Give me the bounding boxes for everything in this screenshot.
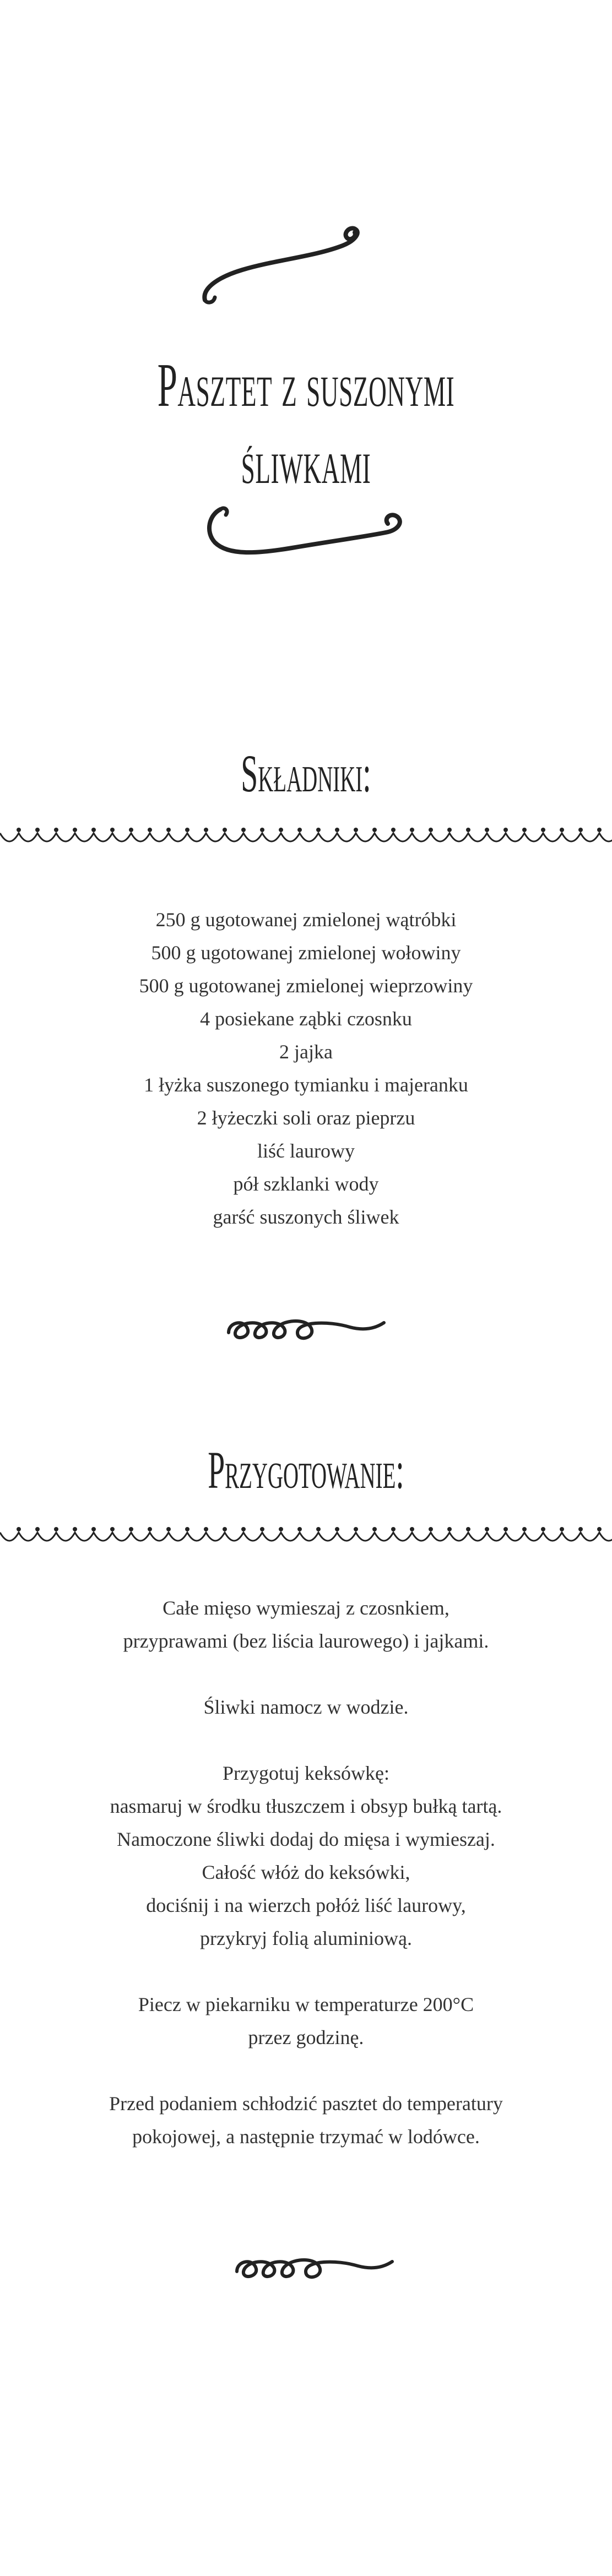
title-line-2: śliwkami xyxy=(241,428,371,497)
text-line: przyprawami (bez liścia laurowego) i jajkami. xyxy=(123,1630,489,1652)
list-item: 2 jajka xyxy=(279,1041,333,1063)
preparation-heading: Przygotowanie: xyxy=(208,1441,404,1499)
paragraph xyxy=(0,1591,612,1657)
paragraph xyxy=(0,1988,612,2054)
text-line: Śliwki namocz w wodzie. xyxy=(203,1696,409,1718)
list-item: pół szklanki wody xyxy=(233,1173,379,1195)
list-item: garść suszonych śliwek xyxy=(213,1206,399,1228)
scroll-flourish-icon xyxy=(198,498,408,559)
list-item: 500 g ugotowanej zmielonej wołowiny xyxy=(151,942,461,964)
loops-flourish-icon xyxy=(231,2249,397,2288)
list-item: 250 g ugotowanej zmielonej wątróbki xyxy=(155,909,457,931)
text-line: dociśnij i na wierzch połóż liść laurowy, xyxy=(146,1894,466,1916)
text-line: Przygotuj keksówkę: xyxy=(223,1762,389,1784)
ingredients-heading: Składniki: xyxy=(241,744,371,803)
text-line: Całość włóż do keksówki, xyxy=(202,1861,410,1883)
title-line-1: Pasztet z suszonymi xyxy=(157,351,455,420)
paragraph xyxy=(0,1757,612,1955)
text-line: nasmaruj w środku tłuszczem i obsyp bułką tartą. xyxy=(110,1795,502,1817)
paragraph xyxy=(0,1691,612,1724)
page-title xyxy=(128,347,483,501)
paragraph xyxy=(0,2087,612,2153)
text-line: przykryj folią aluminiową. xyxy=(200,1927,412,1949)
text-line: Piecz w piekarniku w temperaturze 200°C xyxy=(138,1993,474,2015)
scalloped-divider xyxy=(0,823,612,851)
text-line: przez godzinę. xyxy=(248,2026,364,2048)
text-line: Całe mięso wymieszaj z czosnkiem, xyxy=(163,1597,449,1619)
swirl-flourish-icon xyxy=(198,226,364,308)
list-item: 500 g ugotowanej zmielonej wieprzowiny xyxy=(139,975,473,997)
list-item: liść laurowy xyxy=(257,1140,355,1162)
text-line: pokojowej, a następnie trzymać w lodówce. xyxy=(132,2126,480,2148)
text-line: Namoczone śliwki dodaj do mięsa i wymieszaj. xyxy=(117,1828,495,1850)
loops-flourish-icon xyxy=(223,1311,388,1349)
ingredients-list xyxy=(0,903,612,1233)
list-item: 1 łyżka suszonego tymianku i majeranku xyxy=(144,1074,468,1096)
text-line: Przed podaniem schłodzić pasztet do temperatury xyxy=(109,2093,503,2115)
preparation-text xyxy=(0,1591,612,2153)
list-item: 2 łyżeczki soli oraz pieprzu xyxy=(197,1107,415,1129)
scalloped-divider xyxy=(0,1523,612,1550)
list-item: 4 posiekane ząbki czosnku xyxy=(200,1008,412,1030)
